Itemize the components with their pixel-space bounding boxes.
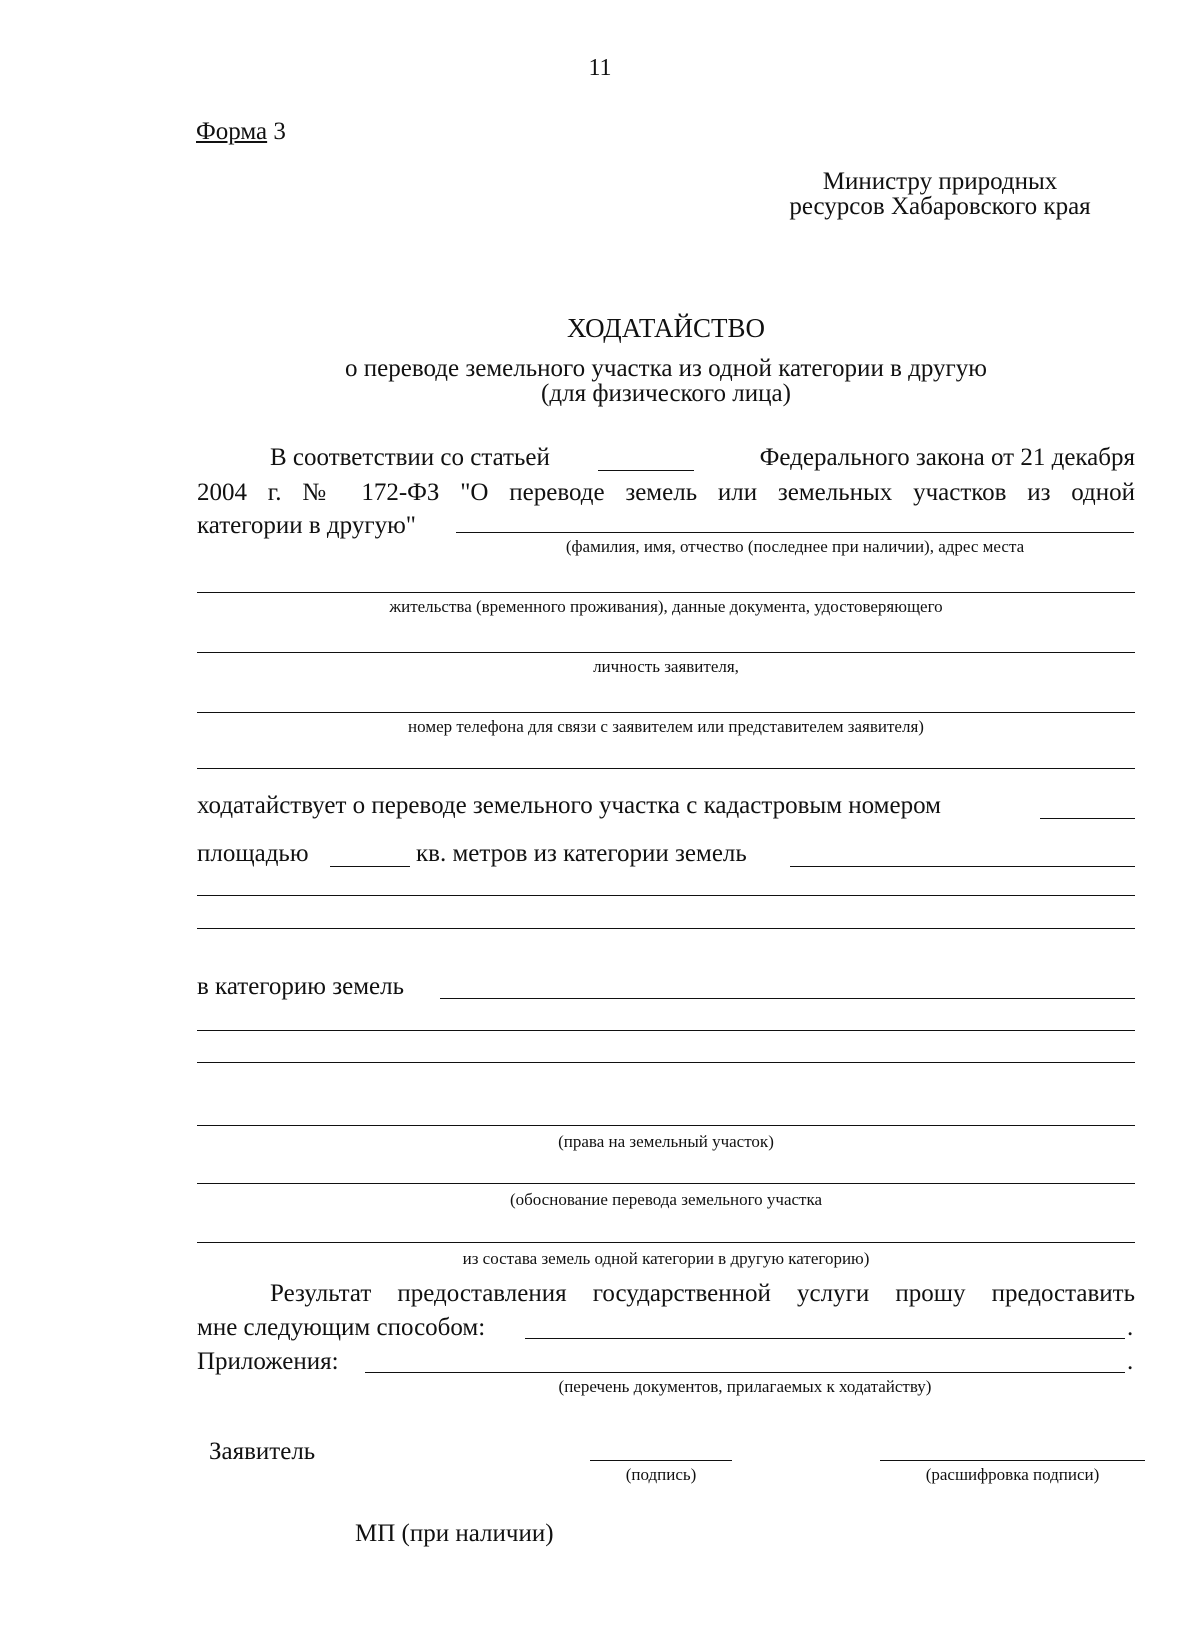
caption-applicant-3: личность заявителя,: [593, 657, 739, 676]
applicant-blank-1[interactable]: [456, 532, 1134, 533]
subtitle-line-2: (для физического лица): [541, 380, 791, 407]
to-category-blank-1[interactable]: [440, 998, 1135, 999]
signature-blank[interactable]: [590, 1460, 732, 1461]
from-category-blank-2[interactable]: [197, 895, 1135, 896]
result-line-2: мне следующим способом:: [197, 1314, 486, 1341]
result-method-blank[interactable]: [525, 1338, 1125, 1339]
to-category-blank-3[interactable]: [197, 1062, 1135, 1063]
caption-signature: (подпись): [625, 1465, 697, 1484]
caption-justification-2: из состава земель одной категории в другую категорию): [462, 1249, 870, 1268]
subtitle-line-1: о переводе земельного участка из одной категории в другую: [345, 355, 987, 382]
caption-attachments: (перечень документов, прилагаемых к ходатайству): [558, 1377, 932, 1396]
justification-blank-2[interactable]: [197, 1242, 1135, 1243]
caption-rights: (права на земельный участок): [558, 1132, 774, 1151]
area-label: площадью: [197, 840, 309, 867]
form-label-word: Форма: [196, 118, 268, 145]
attachments-blank[interactable]: [365, 1372, 1125, 1373]
form-label: [196, 118, 286, 146]
applicant-blank-4[interactable]: [197, 712, 1135, 713]
addressee-line-2: ресурсов Хабаровского края: [789, 193, 1091, 220]
applicant-blank-2[interactable]: [197, 592, 1135, 593]
area-unit-label: кв. метров из категории земель: [416, 840, 747, 867]
form-label-number: 3: [267, 118, 286, 145]
article-blank[interactable]: [598, 470, 694, 471]
caption-justification-1: (обоснование перевода земельного участка: [509, 1190, 823, 1209]
signature-decode-blank[interactable]: [880, 1460, 1145, 1461]
to-category-label: в категорию земель: [197, 973, 404, 1000]
area-blank[interactable]: [330, 866, 410, 867]
caption-applicant-2: жительства (временного проживания), данные документа, удостоверяющего: [389, 597, 943, 616]
intro-line-2: 2004 г. № 172-ФЗ "О переводе земель или земельных участков из одной: [197, 479, 1135, 506]
caption-applicant-1: (фамилия, имя, отчество (последнее при наличии), адрес места: [565, 537, 1025, 556]
caption-signature-decode: (расшифровка подписи): [925, 1465, 1100, 1484]
document-title: ХОДАТАЙСТВО: [567, 313, 765, 343]
seal-label: МП (при наличии): [355, 1520, 554, 1547]
applicant-blank-5[interactable]: [197, 768, 1135, 769]
caption-applicant-4: номер телефона для связи с заявителем или представителем заявителя): [408, 717, 924, 736]
intro-part-1: В соответствии со статьей: [270, 444, 550, 471]
result-dot: .: [1127, 1314, 1134, 1341]
applicant-blank-3[interactable]: [197, 652, 1135, 653]
to-category-blank-2[interactable]: [197, 1030, 1135, 1031]
attachments-dot: .: [1127, 1348, 1134, 1375]
intro-line-3: категории в другую": [197, 512, 416, 539]
request-line-1: ходатайствует о переводе земельного участка с кадастровым номером: [197, 792, 941, 819]
intro-part-2: Федерального закона от 21 декабря: [759, 444, 1135, 471]
result-line-1: Результат предоставления государственной услуги прошу предоставить: [270, 1280, 1135, 1307]
page-number: 11: [588, 55, 612, 81]
rights-blank[interactable]: [197, 1125, 1135, 1126]
from-category-blank-3[interactable]: [197, 928, 1135, 929]
attachments-label: Приложения:: [197, 1348, 339, 1375]
justification-blank-1[interactable]: [197, 1183, 1135, 1184]
cadastral-number-blank[interactable]: [1040, 818, 1135, 819]
addressee-line-1: Министру природных: [822, 168, 1058, 195]
from-category-blank-1[interactable]: [790, 866, 1135, 867]
applicant-label: Заявитель: [209, 1438, 316, 1465]
